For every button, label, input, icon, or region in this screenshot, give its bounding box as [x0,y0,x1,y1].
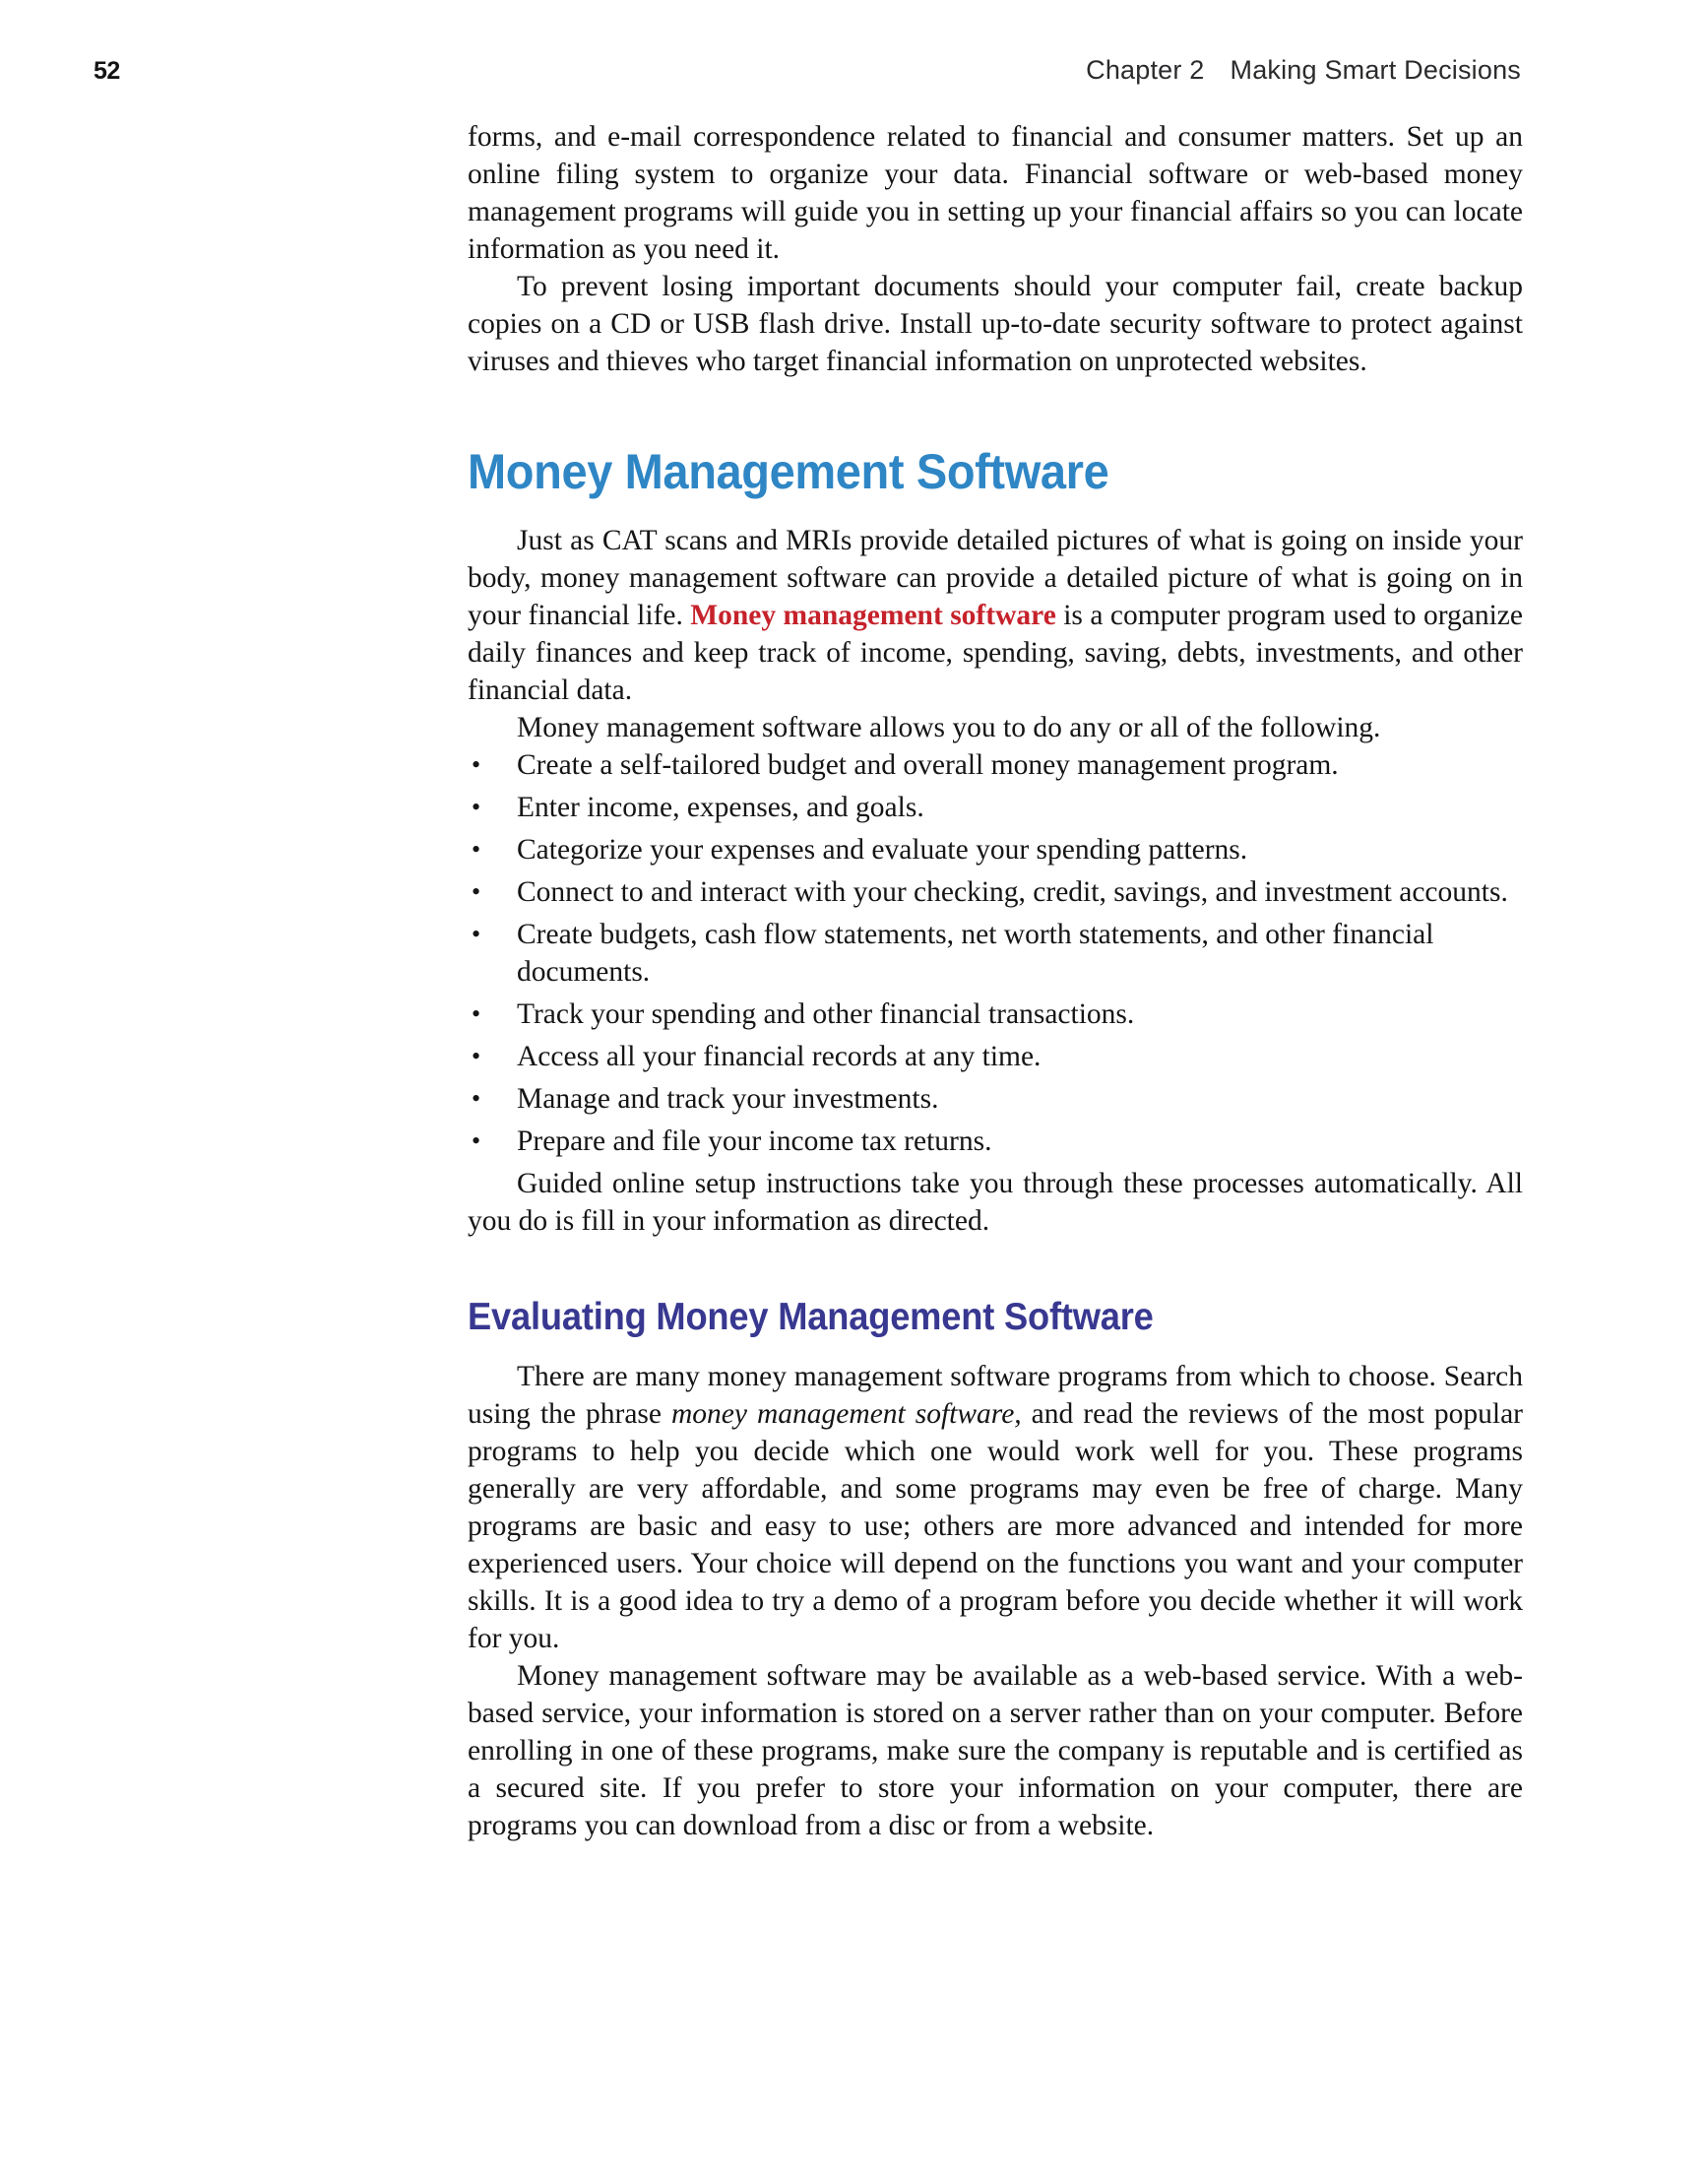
chapter-label: Chapter 2 [1086,55,1205,85]
definition-text-after: is a computer program used to organize daily finances and keep track of income, spending, saving, debts, investments, and other financial data. [468,600,1523,706]
bullet-icon: • [472,1042,481,1070]
list-item [468,1038,1523,1075]
running-header [94,55,1521,95]
paragraph-backup-copies: To prevent losing important documents should your computer fail, create backup copies on a CD or USB flash drive. Install up-to-date security software to protect against viruses and thieves who target financial information on unprotected websites. [468,271,1523,377]
bullet-icon: • [472,750,481,779]
bullet-icon: • [472,1084,481,1113]
list-item-label: Track your spending and other financial transactions. [517,998,1135,1030]
capabilities-list [468,746,1523,1160]
text-column [468,118,1523,1844]
list-item-label: Manage and track your investments. [517,1083,939,1115]
chapter-running-title [1086,55,1521,86]
evaluating-text-after: and read the reviews of the most popular programs to help you decide which one would work well for you. These programs generally are very affordable, and some programs may even be free of charge. Many programs are basic and easy to use; others are more advanced and intended for more experienced users. Your choice will depend on the functions you want and your computer skills. It is a good idea to try a demo of a program before you decide whether it will work for you. [468,1398,1524,1654]
bullet-icon: • [472,793,481,821]
list-item [468,789,1523,826]
list-item-label: Create a self-tailored budget and overall money management program. [517,749,1339,781]
bullet-icon: • [472,999,481,1028]
paragraph-evaluating [468,1358,1523,1657]
list-item [468,996,1523,1033]
paragraph-guided-setup: Guided online setup instructions take you through these processes automatically. All you do is fill in your information as directed. [468,1168,1523,1237]
paragraph-continued: forms, and e-mail correspondence related to financial and consumer matters. Set up an online filing system to organize your data. Financial software or web-based money management programs will guide you in setting up your financial affairs so you can locate information as you need it. [468,121,1523,265]
key-term: Money management software [690,600,1056,631]
bullet-icon: • [472,835,481,864]
list-item-label: Connect to and interact with your checking, credit, savings, and investment accounts. [517,876,1508,908]
bullet-icon: • [472,1126,481,1155]
list-item [468,916,1523,991]
spacer [468,1340,1523,1358]
list-item [468,1080,1523,1118]
spacer [468,380,1523,443]
paragraph-allows: Money management software allows you to do any or all of the following. [517,712,1381,743]
evaluating-text-before: There are many money management software programs from which to choose. Search using the phrase [468,1361,1523,1430]
list-item-label: Access all your financial records at any time. [517,1041,1042,1072]
heading-evaluating-money-management-software: Evaluating Money Management Software [468,1296,1154,1338]
definition-text-before: Just as CAT scans and MRIs provide detailed pictures of what is going on inside your body, money management software can provide a detailed picture of what is going on in your financial life. [468,525,1523,631]
list-item-label: Categorize your expenses and evaluate your spending patterns. [517,834,1248,866]
paragraph-web-based-service: Money management software may be available as a web-based service. With a web-based service, your information is stored on a server rather than on your computer. Before enrolling in one of these programs, make sure the company is reputable and is certified as a secured site. If you prefer to store your information on your computer, there are programs you can download from a disc or from a website. [468,1660,1523,1841]
page-number: 52 [94,57,120,85]
list-item-label: Prepare and file your income tax returns. [517,1125,992,1157]
bullet-icon: • [472,920,481,948]
chapter-title: Making Smart Decisions [1230,55,1521,85]
paragraph-definition [468,522,1523,709]
list-item [468,831,1523,868]
spacer [468,1240,1523,1295]
list-item [468,873,1523,911]
list-item [468,1123,1523,1160]
list-item-label: Enter income, expenses, and goals. [517,792,924,823]
search-phrase-italic: money management software, [671,1398,1022,1430]
list-item-label: Create budgets, cash flow statements, net worth statements, and other financial documents. [517,919,1434,988]
bullet-icon: • [472,877,481,906]
list-item [468,746,1523,784]
heading-money-management-software: Money Management Software [468,444,1109,499]
spacer [468,500,1523,522]
